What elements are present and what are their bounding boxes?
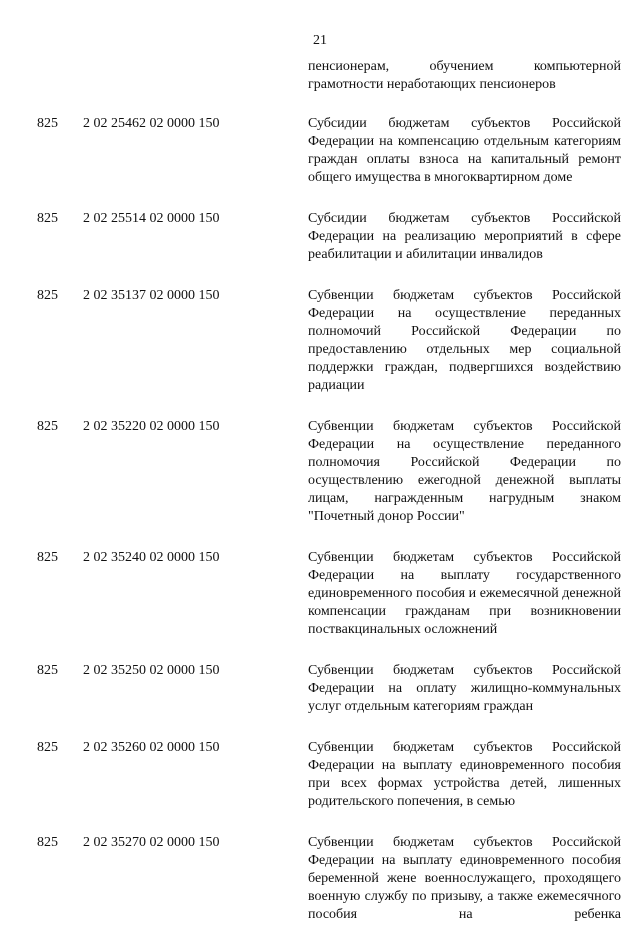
admin-code: 825 [37,419,58,434]
table-row [0,210,640,264]
table-row [0,834,640,924]
budget-code: 2 02 35260 02 0000 150 [83,740,220,755]
admin-code: 825 [37,116,58,131]
table-row [0,418,640,526]
budget-code: 2 02 35137 02 0000 150 [83,288,220,303]
table-row [0,287,640,395]
table-row [0,739,640,811]
row-description: Субвенции бюджетам субъектов Российской Федерации на осуществление переданных полномочий Российской Федерации по предоставлению отдельных мер социальной поддержки граждан, подвергшихся воздействию радиации [308,288,621,393]
admin-code: 825 [37,211,58,226]
budget-code: 2 02 35220 02 0000 150 [83,419,220,434]
admin-code: 825 [37,550,58,565]
budget-code: 2 02 35250 02 0000 150 [83,663,220,678]
page-number: 21 [313,33,327,48]
continuation-text: пенсионерам, обучением компьютерной грамотности неработающих пенсионеров [308,59,621,92]
budget-code: 2 02 25514 02 0000 150 [83,211,220,226]
row-description: Субсидии бюджетам субъектов Российской Федерации на реализацию мероприятий в сфере реабилитации и абилитации инвалидов [308,211,621,262]
row-description: Субвенции бюджетам субъектов Российской Федерации на выплату единовременного пособия при всех формах устройства детей, лишенных родительского попечения, в семью [308,740,621,809]
admin-code: 825 [37,663,58,678]
budget-codes-table [0,58,640,947]
table-row [0,662,640,716]
row-description: Субвенции бюджетам субъектов Российской Федерации на оплату жилищно-коммунальных услуг отдельным категориям граждан [308,663,621,714]
continuation-row [0,58,640,94]
budget-code: 2 02 25462 02 0000 150 [83,116,220,131]
row-description: Субвенции бюджетам субъектов Российской Федерации на выплату государственного единовременного пособия и ежемесячной денежной компенсации гражданам при возникновении поствакцинальных осложнений [308,550,621,637]
row-description: Субвенции бюджетам субъектов Российской Федерации на осуществление переданного полномочия Российской Федерации по осуществлению ежегодной денежной выплаты лицам, награжденным нагрудным знаком "Почетный донор России" [308,419,621,524]
table-row [0,549,640,639]
budget-code: 2 02 35270 02 0000 150 [83,835,220,850]
table-row [0,115,640,187]
row-description: Субсидии бюджетам субъектов Российской Федерации на компенсацию отдельным категориям граждан оплаты взноса на капитальный ремонт общего имущества в многоквартирном доме [308,116,621,185]
admin-code: 825 [37,288,58,303]
row-description: Субвенции бюджетам субъектов Российской Федерации на выплату единовременного пособия беременной жене военнослужащего, проходящего военную службу по призыву, а также ежемесячного пособия на ребенка [308,835,621,922]
admin-code: 825 [37,835,58,850]
admin-code: 825 [37,740,58,755]
budget-code: 2 02 35240 02 0000 150 [83,550,220,565]
